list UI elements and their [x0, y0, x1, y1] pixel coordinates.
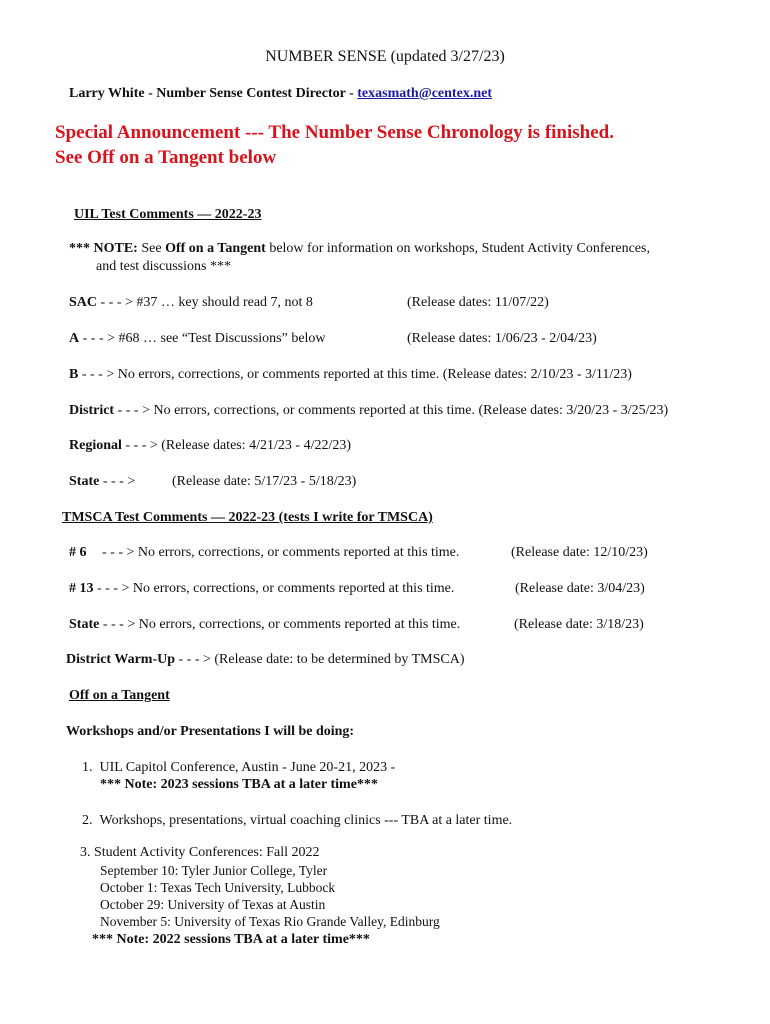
list-item-1-note: *** Note: 2023 sessions TBA at a later time***	[100, 777, 378, 792]
uil-header: UIL Test Comments — 2022-23	[74, 207, 262, 222]
announcement-line-2: See Off on a Tangent below	[55, 147, 277, 168]
list-item-1	[82, 760, 395, 776]
tmsca-row-6-release: (Release date: 12/10/23)	[511, 545, 648, 560]
uil-row-sac-release: (Release dates: 11/07/22)	[407, 295, 549, 310]
list-number: 1.	[82, 760, 93, 775]
row-label: SAC	[69, 295, 98, 310]
uil-row-state	[69, 474, 135, 490]
uil-row-district	[69, 403, 668, 419]
row-text: - - - > No errors, corrections, or comments reported at this time. (Release dates: 3/20/23 - 3/25/23)	[114, 403, 669, 418]
byline-text: Larry White - Number Sense Contest Director -	[69, 86, 358, 101]
page-title: NUMBER SENSE (updated 3/27/23)	[265, 48, 505, 65]
row-label: District	[69, 403, 115, 418]
row-text: - - - > No errors, corrections, or comments reported at this time. (Release dates: 2/10/23 - 3/11/23)	[78, 367, 632, 382]
list-text: UIL Capitol Conference, Austin - June 20-21, 2023 -	[99, 760, 396, 775]
conference-date: September 10: Tyler Junior College, Tyler	[100, 863, 328, 878]
note-rest: below for information on workshops, Student Activity Conferences,	[265, 241, 650, 256]
tangent-subheader: Workshops and/or Presentations I will be doing:	[66, 724, 355, 739]
list-text: Workshops, presentations, virtual coaching clinics --- TBA at a later time.	[99, 813, 513, 828]
row-label: B	[69, 367, 79, 382]
conference-date: October 29: University of Texas at Austin	[100, 897, 326, 912]
tmsca-row-6	[69, 545, 87, 561]
tmsca-row-13	[69, 581, 454, 597]
row-label: # 6	[69, 545, 87, 560]
row-label: State	[69, 474, 100, 489]
tangent-header: Off on a Tangent	[69, 688, 170, 703]
row-label: District Warm-Up	[66, 652, 175, 667]
row-text: - - - > #37 … key should read 7, not 8	[97, 295, 313, 310]
tmsca-row-district-warmup	[66, 652, 465, 668]
list-text: Student Activity Conferences: Fall 2022	[94, 845, 320, 860]
row-label: # 13	[69, 581, 94, 596]
uil-row-b	[69, 367, 632, 383]
list-item-3	[80, 845, 320, 861]
note-see: See	[137, 241, 166, 256]
uil-row-a	[69, 331, 326, 347]
uil-note-line-2: and test discussions ***	[96, 259, 231, 274]
tmsca-header: TMSCA Test Comments — 2022-23 (tests I write for TMSCA)	[62, 510, 433, 525]
conference-date: October 1: Texas Tech University, Lubbock	[100, 880, 336, 895]
note-prefix: *** NOTE:	[69, 241, 138, 256]
conference-date: November 5: University of Texas Rio Grande Valley, Edinburg	[100, 914, 440, 929]
tmsca-row-state	[69, 617, 460, 633]
row-label: Regional	[69, 438, 122, 453]
row-text: - - - > (Release dates: 4/21/23 - 4/22/23)	[121, 438, 352, 453]
list-number: 3.	[80, 845, 91, 860]
list-item-3-note: *** Note: 2022 sessions TBA at a later time***	[92, 932, 370, 947]
uil-row-a-release: (Release dates: 1/06/23 - 2/04/23)	[407, 331, 597, 346]
row-text: - - - > No errors, corrections, or comments reported at this time.	[93, 581, 455, 596]
uil-row-state-release: (Release date: 5/17/23 - 5/18/23)	[172, 474, 357, 489]
note-link: Off on a Tangent	[165, 241, 266, 256]
list-number: 2.	[82, 813, 93, 828]
row-text: - - - > No errors, corrections, or comments reported at this time.	[99, 617, 461, 632]
list-item-2	[82, 813, 512, 829]
row-text: - - - > (Release date: to be determined by TMSCA)	[175, 652, 465, 667]
row-label: A	[69, 331, 80, 346]
uil-row-sac	[69, 295, 313, 311]
row-text: - - - >	[99, 474, 136, 489]
tmsca-row-13-release: (Release date: 3/04/23)	[515, 581, 645, 596]
uil-note	[69, 241, 650, 257]
tmsca-row-6-text: - - - > No errors, corrections, or comments reported at this time.	[102, 545, 460, 560]
announcement-line-1: Special Announcement --- The Number Sense Chronology is finished.	[55, 122, 614, 143]
email-link[interactable]: texasmath@centex.net	[357, 86, 492, 101]
tmsca-row-state-release: (Release date: 3/18/23)	[514, 617, 644, 632]
row-text: - - - > #68 … see “Test Discussions” below	[79, 331, 326, 346]
uil-row-regional	[69, 438, 351, 454]
row-label: State	[69, 617, 100, 632]
byline	[69, 86, 492, 102]
